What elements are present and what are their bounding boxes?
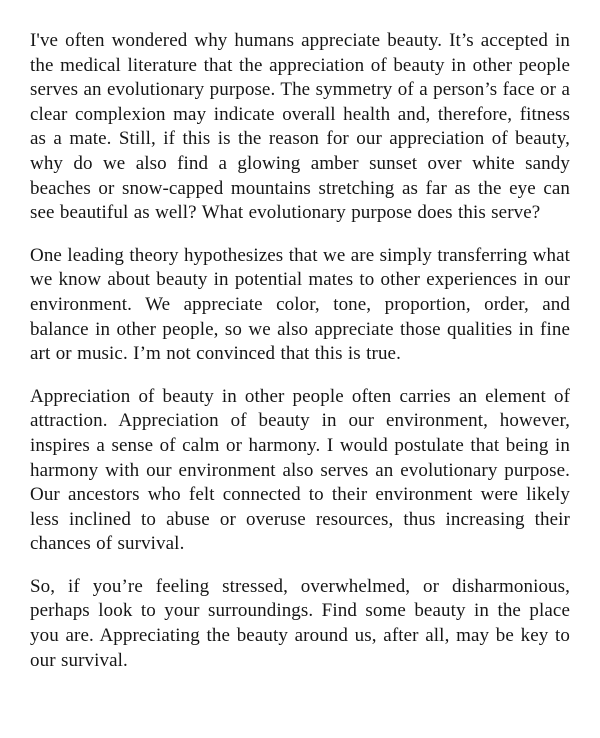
paragraph-harmony: Appreciation of beauty in other people often carries an element of attraction. Appreciation of beauty in our environment, however, inspires a sense of calm or harmony. I would postulate that being in harmony with our environment also serves an evolutionary purpose. Our ancestors who felt connected to their environment were likely less inclined to abuse or overuse resources, thus increasing their chances of survival.	[30, 385, 570, 555]
paragraph-leading-theory: One leading theory hypothesizes that we are simply transferring what we know about beauty in potential mates to other experiences in our environment. We appreciate color, tone, proportion, order, and balance in other people, so we also appreciate those qualities in fine art or music. I’m not convinced that this is true.	[30, 244, 570, 365]
paragraph-conclusion: So, if you’re feeling stressed, overwhelmed, or disharmonious, perhaps look to your surroundings. Find some beauty in the place you are. Appreciating the beauty around us, after all, may be key to our survival.	[30, 575, 570, 671]
paragraph-beauty-evolution: I've often wondered why humans appreciate beauty. It’s accepted in the medical literature that the appreciation of beauty in other people serves an evolutionary purpose. The symmetry of a person’s face or a clear complexion may indicate overall health and, therefore, fitness as a mate. Still, if this is the reason for our appreciation of beauty, why do we also find a glowing amber sunset over white sandy beaches or snow-capped mountains stretching as far as the eye can see beautiful as well? What evolutionary purpose does this serve?	[30, 30, 570, 224]
